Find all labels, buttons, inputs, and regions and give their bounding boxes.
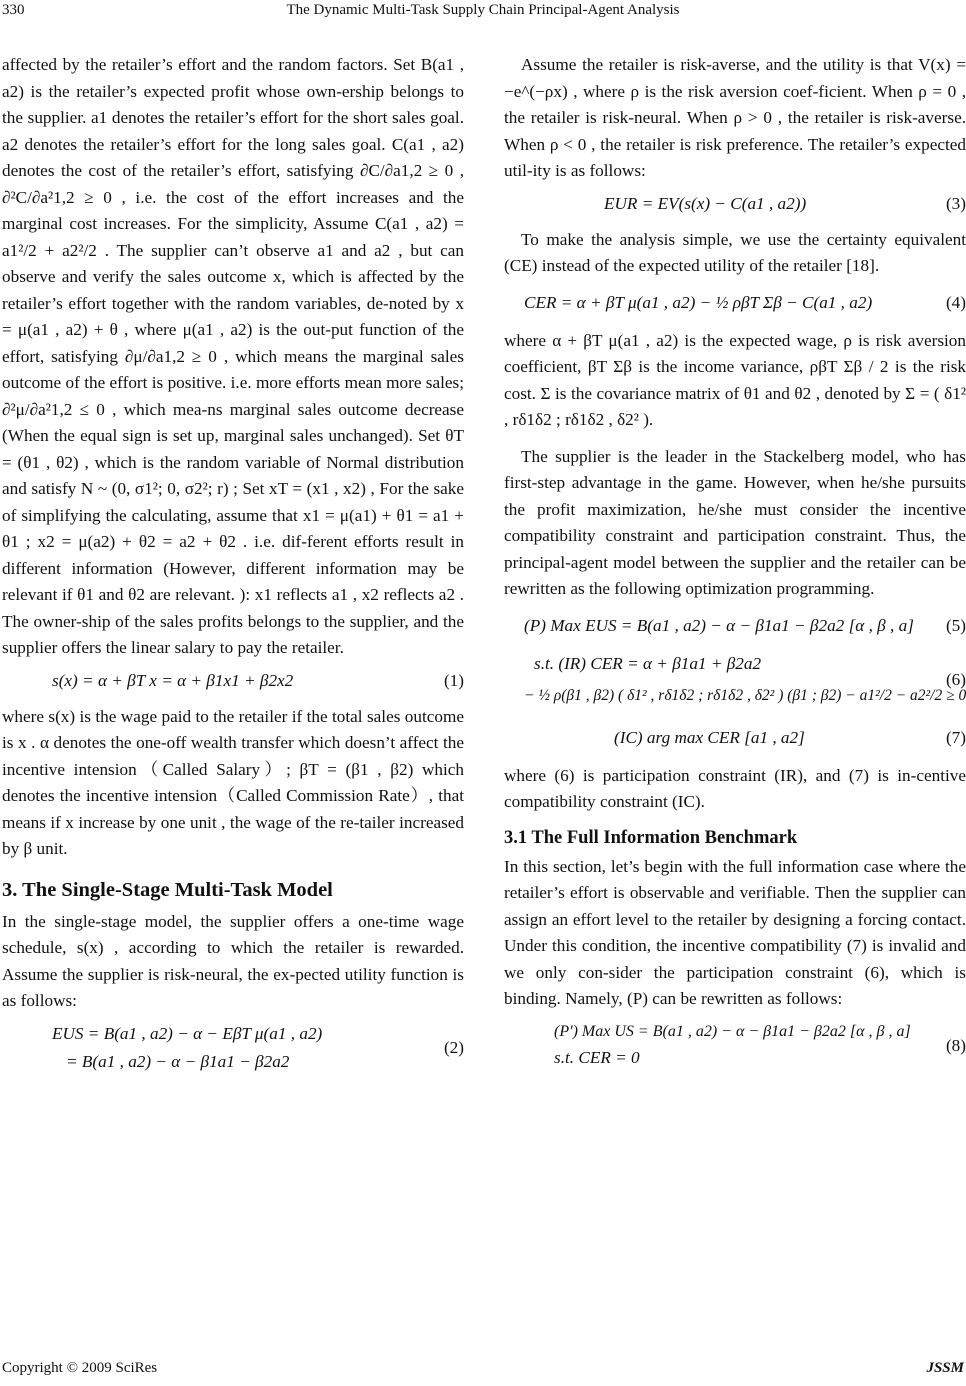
right-paragraph-1: Assume the retailer is risk-averse, and the utility is that V(x) = −e^(−ρx) , where ρ is the risk aversion coef-ficient. When ρ = 0 , the retailer is risk-neural. When ρ > 0 , the retailer is risk-averse. When ρ < 0 , the retailer is risk preference. The retailer’s expected util-ity is as follows:	[504, 55, 966, 180]
equation-7-body: (IC) arg max CER [a1 , a2]	[614, 727, 805, 747]
equation-7	[504, 721, 966, 757]
equation-5-number: (5)	[945, 615, 966, 635]
equation-2-number: (2)	[443, 1037, 464, 1057]
right-paragraph-3: where α + βT μ(a1 , a2) is the expected wage, ρ is risk aversion coefficient, βT Σβ is the income variance, ρβT Σβ / 2 is the risk cost. Σ is the covariance matrix of θ1 and θ2 , denoted by Σ = ( δ1² , rδ1δ2 ; rδ1δ2 , δ2² ).	[504, 330, 966, 429]
equation-5	[504, 609, 966, 645]
equation-2	[2, 1021, 464, 1079]
equation-6-line-1: s.t. (IR) CER = α + β1a1 + β2a2	[534, 653, 762, 673]
page-header	[0, 2, 966, 24]
equation-6-number: (6)	[945, 669, 966, 689]
left-paragraph-1: affected by the retailer’s effort and the random factors. Set B(a1 , a2) is the retailer’s expected profit whose own-ership belongs to the supplier. a1 denotes the retailer’s effort for the short sales goal. a2 denotes the retailer’s effort for the long sales goal. C(a1 , a2) denotes the cost of the retailer’s effort, satisfying ∂C/∂a1,2 ≥ 0 , ∂²C/∂a²1,2 ≥ 0 , i.e. the cost of the effort increases and the marginal cost increases. For the simplicity, Assume C(a1 , a2) = a1²/2 + a2²/2 . The supplier can’t observe a1 and a2 , but can observe and verify the sales outcome x, which is affected by the retailer’s effort together with the random variables, de-noted by x = μ(a1 , a2) + θ , where μ(a1 , a2) is the out-put function of the effort, satisfying ∂μ/∂a1,2 ≥ 0 , which means the marginal sales outcome of the effort is positive. i.e. more efforts mean more sales; ∂²μ/∂a²1,2 ≤ 0 , which mea-ns marginal sales outcome decrease (When the equal sign is set up, marginal sales unchanged). Set θT = (θ1 , θ2) , which is the random variable of Normal distribution and satisfy N ~ (0, σ1²; 0, σ2²; r) ; Set xT = (x1 , x2) , For the sake of simplifying the calculating, assume that x1 = μ(a1) + θ1 = a1 + θ1 ; x2 = μ(a2) + θ2 = a2 + θ2 . i.e. dif-ferent efforts result in different information (However, different information may be relevant if θ1 and θ2 are relevant. ): x1 reflects a1 , x2 reflects a2 . The owner-ship of the sales profits belongs to the supplier, and the supplier offers the linear salary to pay the retailer.	[2, 55, 464, 657]
equation-1-number: (1)	[443, 670, 464, 690]
copyright-notice: Copyright © 2009 SciRes	[2, 1360, 158, 1376]
equation-3	[504, 191, 966, 221]
equation-7-number: (7)	[945, 727, 966, 747]
page-number: 330	[2, 2, 25, 18]
equation-4-number: (4)	[945, 292, 966, 312]
equation-8-number: (8)	[945, 1035, 966, 1055]
equation-2-line-1: EUS = B(a1 , a2) − α − EβT μ(a1 , a2)	[52, 1023, 323, 1043]
equation-4	[504, 286, 966, 322]
right-paragraph-5: where (6) is participation constraint (IR), and (7) is in-centive compatibility constraint (IC).	[504, 765, 966, 811]
equation-8-line-2: s.t. CER = 0	[554, 1047, 640, 1067]
section-heading-3: 3. The Single-Stage Multi-Task Model	[2, 878, 333, 901]
right-paragraph-4: The supplier is the leader in the Stackelberg model, who has first-step advantage in the game. However, when he/she pursuits the profit maximization, he/she must consider the incentive compatibility constraint and participation constraint. Thus, the principal-agent model between the supplier and the retailer can be rewritten as the following optimization programming.	[504, 446, 966, 598]
running-title: The Dynamic Multi-Task Supply Chain Principal-Agent Analysis	[286, 2, 680, 18]
left-paragraph-2: where s(x) is the wage paid to the retailer if the total sales outcome is x . α denotes the one-off wealth transfer which doesn’t affect the incentive intension（Called Salary）; βT = (β1 , β2) which denotes the incentive intension（Called Commission Rate）, that means if x increase by one unit , the wage of the re-tailer increased by β unit.	[2, 706, 464, 858]
page-footer	[0, 1360, 966, 1382]
left-paragraph-3: In the single-stage model, the supplier offers a one-time wage schedule, s(x) , according to which the retailer is rewarded. Assume the supplier is risk-neural, the ex-pected utility function is as follows:	[2, 911, 464, 1010]
equation-6	[504, 651, 966, 715]
equation-1	[2, 668, 464, 698]
right-paragraph-6: In this section, let’s begin with the full information case where the retailer’s effort is observable and verifiable. Then the supplier can assign an effort level to the retailer by designing a forcing contact. Under this condition, the incentive compatibility (7) is invalid and we only con-sider the participation constraint (6), which is binding. Namely, (P) can be rewritten as follows:	[504, 856, 966, 1008]
right-column	[504, 52, 966, 1079]
right-paragraph-2: To make the analysis simple, we use the certainty equivalent (CE) instead of the expected utility of the retailer [18].	[504, 229, 966, 275]
equation-3-body: EUR = EV(s(x) − C(a1 , a2))	[604, 193, 807, 213]
equation-8-line-1: (P′) Max US = B(a1 , a2) − α − β1a1 − β2a2 [α , β , a]	[554, 1022, 911, 1040]
equation-8	[504, 1019, 966, 1073]
journal-name: JSSM	[926, 1360, 964, 1376]
left-column	[2, 52, 464, 1085]
equation-6-line-2: − ½ ρ(β1 , β2) ( δ1² , rδ1δ2 ; rδ1δ2 , δ2² ) (β1 ; β2) − a1²/2 − a2²/2 ≥ 0	[524, 686, 966, 704]
equation-3-number: (3)	[945, 193, 966, 213]
equation-2-line-2: = B(a1 , a2) − α − β1a1 − β2a2	[66, 1051, 290, 1071]
subsection-heading-3-1: 3.1 The Full Information Benchmark	[504, 827, 798, 848]
equation-1-body: s(x) = α + βT x = α + β1x1 + β2x2	[52, 670, 294, 690]
equation-4-body: CER = α + βT μ(a1 , a2) − ½ ρβT Σβ − C(a1 , a2)	[524, 292, 873, 312]
equation-5-body: (P) Max EUS = B(a1 , a2) − α − β1a1 − β2a2 [α , β , a]	[524, 615, 914, 635]
